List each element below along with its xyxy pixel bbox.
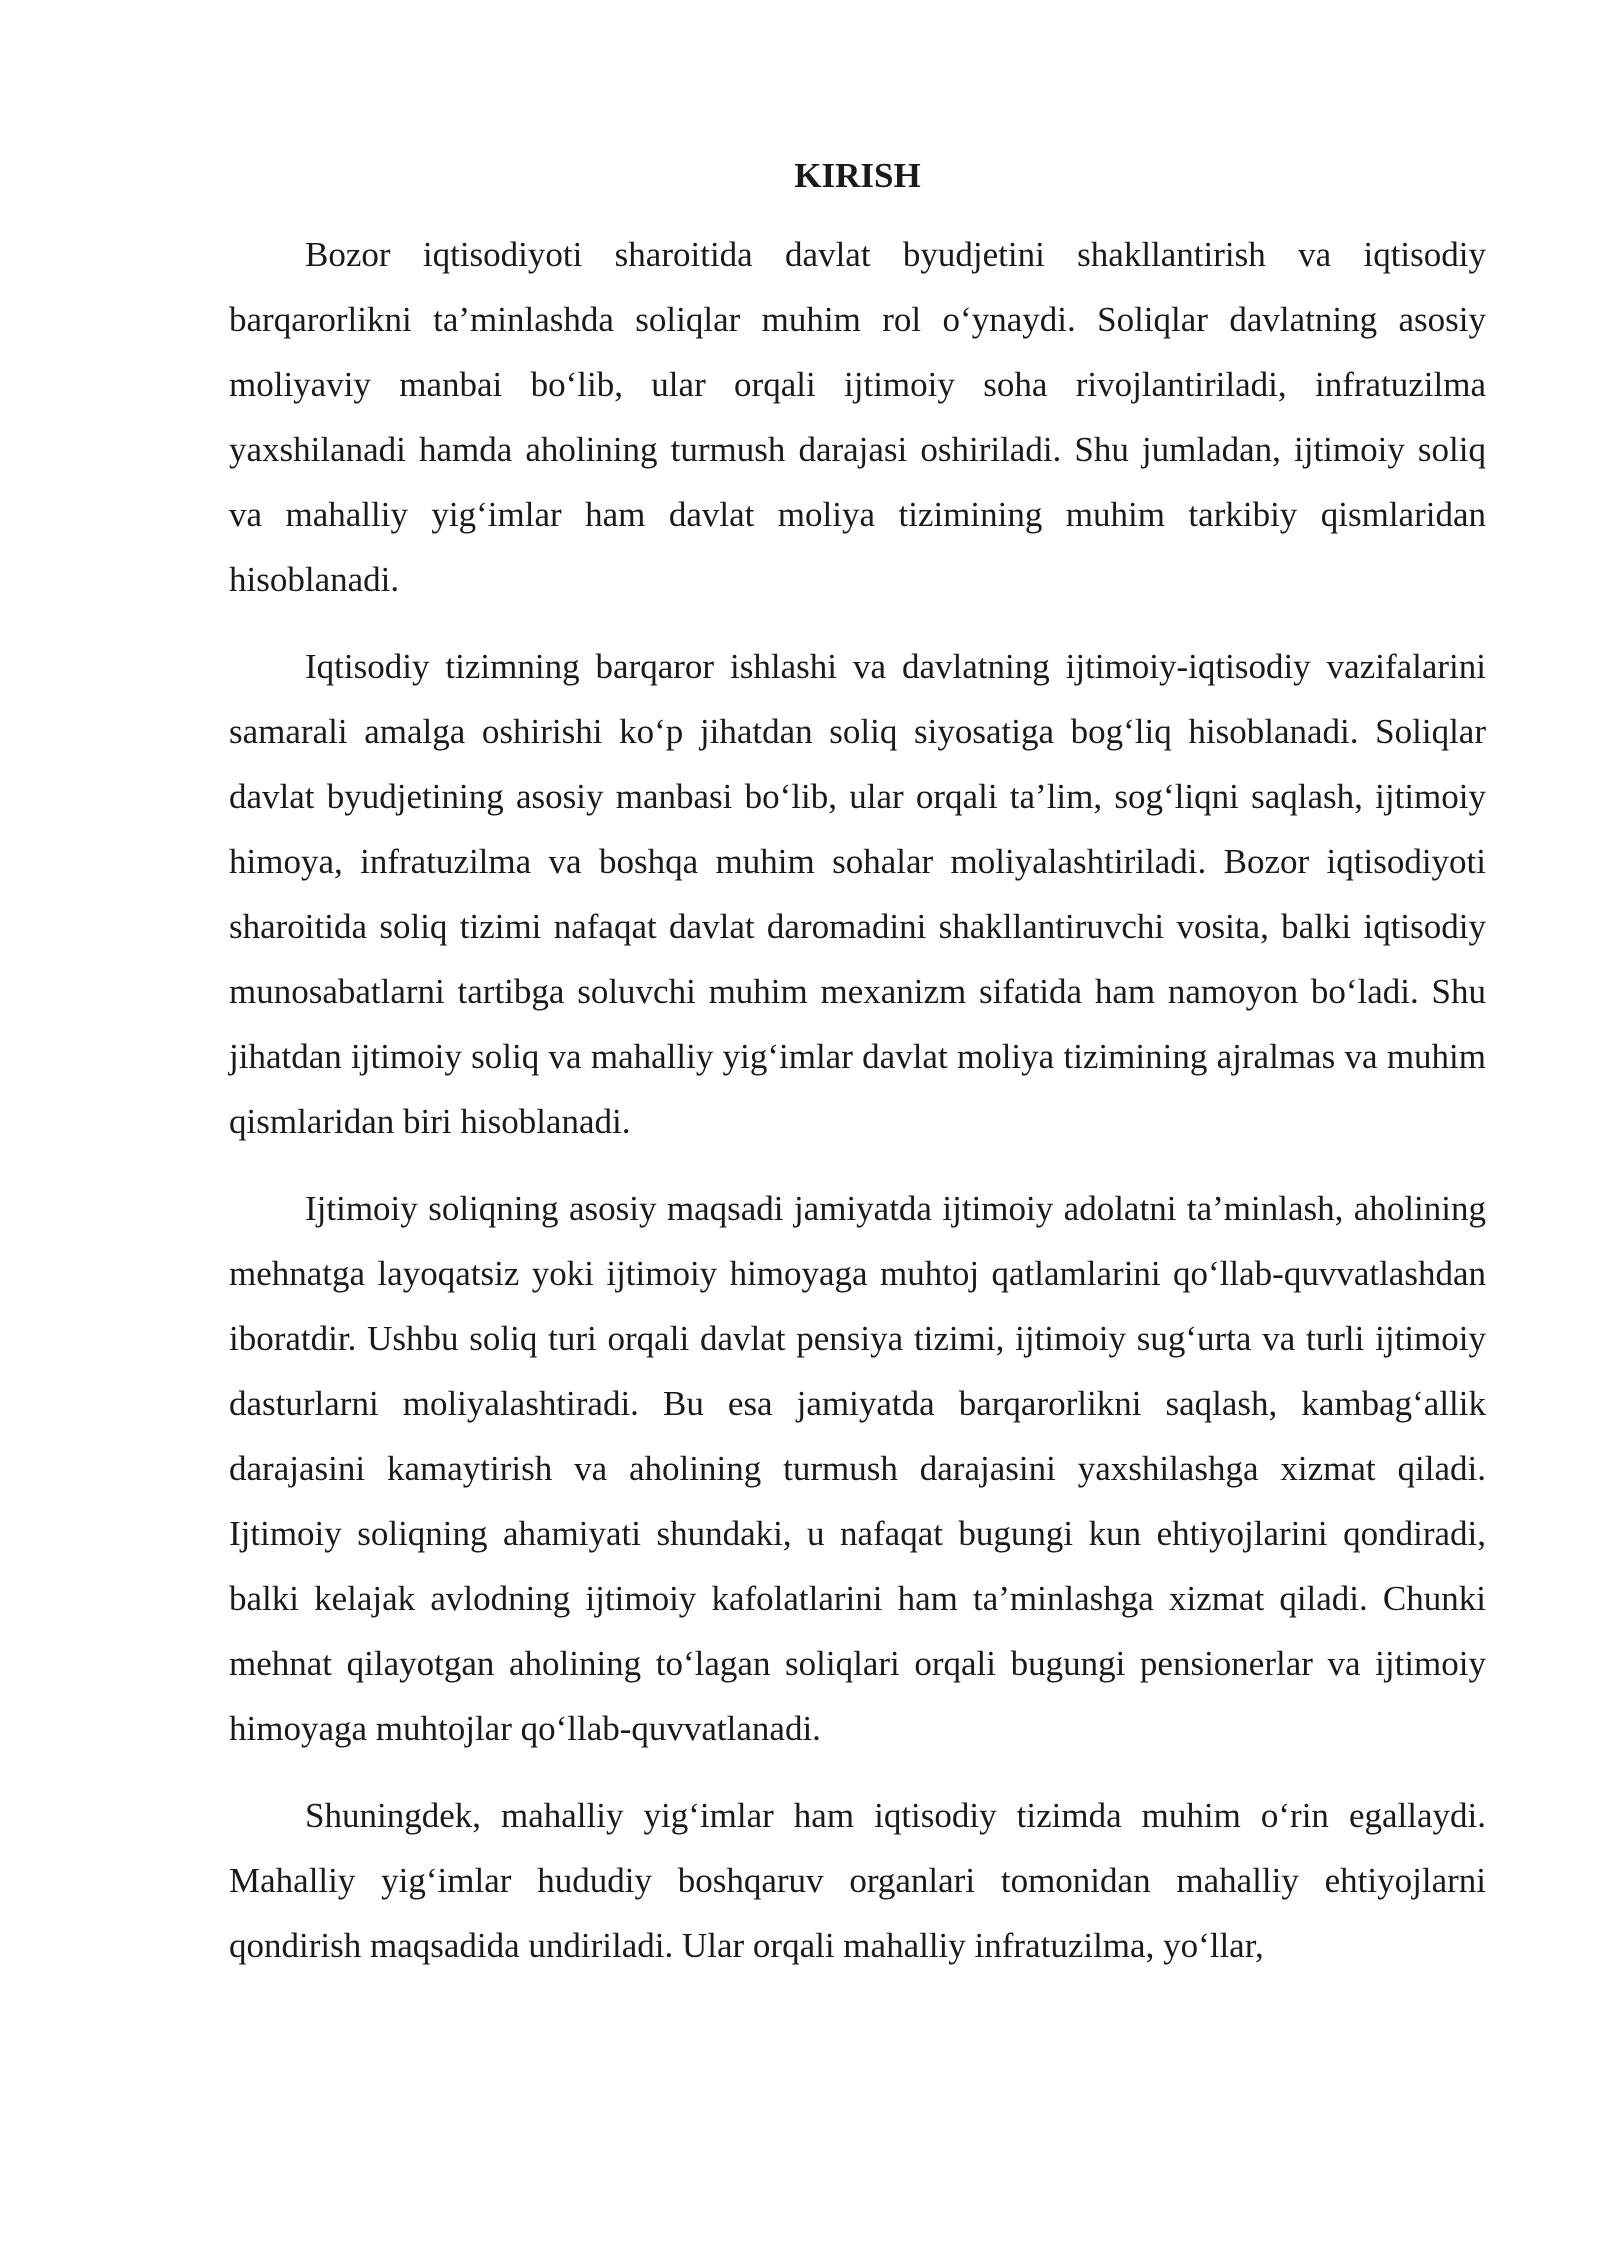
document-body xyxy=(229,148,1486,2000)
paragraph-3: Ijtimoiy soliqning asosiy maqsadi jamiyatda ijtimoiy adolatni ta’minlash, aholining mehnatga layoqatsiz yoki ijtimoiy himoyaga muhtoj qatlamlarini qo‘llab-quvvatlashdan iboratdir. Ushbu soliq turi orqali davlat pensiya tizimi, ijtimoiy sug‘urta va turli ijtimoiy dasturlarni moliyalashtiradi. Bu esa jamiyatda barqarorlikni saqlash, kambag‘allik darajasini kamaytirish va aholining turmush darajasini yaxshilashga xizmat qiladi. Ijtimoiy soliqning ahamiyati shundaki, u nafaqat bugungi kun ehtiyojlarini qondiradi, balki kelajak avlodning ijtimoiy kafolatlarini ham ta’minlashga xizmat qiladi. Chunki mehnat qilayotgan aholining to‘lagan soliqlari orqali bugungi pensionerlar va ijtimoiy himoyaga muhtojlar qo‘llab-quvvatlanadi. xyxy=(229,1189,1486,1748)
paragraph-4: Shuningdek, mahalliy yig‘imlar ham iqtisodiy tizimda muhim o‘rin egallaydi. Mahalliy yig‘imlar hududiy boshqaruv organlari tomonidan mahalliy ehtiyojlarni qondirish maqsadida undiriladi. Ular orqali mahalliy infratuzilma, yo‘llar, xyxy=(229,1796,1486,1965)
paragraph-2: Iqtisodiy tizimning barqaror ishlashi va davlatning ijtimoiy-iqtisodiy vazifalarini samarali amalga oshirishi ko‘p jihatdan soliq siyosatiga bog‘liq hisoblanadi. Soliqlar davlat byudjetining asosiy manbasi bo‘lib, ular orqali ta’lim, sog‘liqni saqlash, ijtimoiy himoya, infratuzilma va boshqa muhim sohalar moliyalashtiriladi. Bozor iqtisodiyoti sharoitida soliq tizimi nafaqat davlat daromadini shakllantiruvchi vosita, balki iqtisodiy munosabatlarni tartibga soluvchi muhim mexanizm sifatida ham namoyon bo‘ladi. Shu jihatdan ijtimoiy soliq va mahalliy yig‘imlar davlat moliya tizimining ajralmas va muhim qismlaridan biri hisoblanadi. xyxy=(229,647,1486,1141)
paragraph-1: Bozor iqtisodiyoti sharoitida davlat byudjetini shakllantirish va iqtisodiy barqarorlikni ta’minlashda soliqlar muhim rol o‘ynaydi. Soliqlar davlatning asosiy moliyaviy manbai bo‘lib, ular orqali ijtimoiy soha rivojlantiriladi, infratuzilma yaxshilanadi hamda aholining turmush darajasi oshiriladi. Shu jumladan, ijtimoiy soliq va mahalliy yig‘imlar ham davlat moliya tizimining muhim tarkibiy qismlaridan hisoblanadi. xyxy=(229,235,1486,599)
page-title: KIRISH xyxy=(794,156,921,195)
